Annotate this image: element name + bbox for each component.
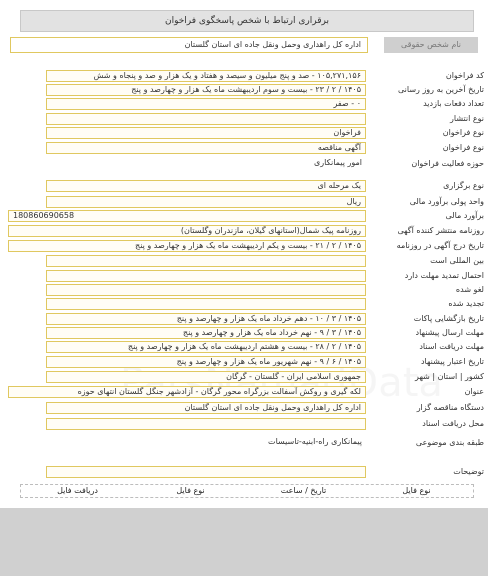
datetime-header: تاریخ / ساعت [280, 486, 327, 495]
row-label: عنوان [464, 387, 484, 396]
row-value: ۱۴۰۵ / ۲ / ۲۸ - بیست و هشتم اردیبهشت ماه یک هزار و چهارصد و پنج [46, 341, 366, 353]
detail-row [0, 240, 488, 252]
row-label: کشور | استان | شهر [415, 372, 484, 381]
row-value: روزنامه پیک شمال(استانهای گیلان، مازندران وگلستان) [8, 225, 366, 237]
row-value: ۰ - صفر [46, 98, 366, 110]
row-value [46, 255, 366, 267]
row-value: لکه گیری و روکش آسفالت بزرگراه محور گرگان - آزادشهر جنگل گلستان انتهای حوزه [8, 386, 366, 398]
row-value: یک مرحله ای [46, 180, 366, 192]
row-value [46, 418, 366, 430]
row-value: ۱۰۵,۲۷۱,۱۵۶ - صد و پنج میلیون و سیصد و هفتاد و یک هزار و صد و پنجاه و شش [46, 70, 366, 82]
row-label: برآورد مالی [445, 211, 484, 220]
row-label: بین المللی است [430, 256, 484, 265]
row-value: پیمانکاری راه-ابنیه-تاسیسات [268, 437, 362, 446]
detail-row [0, 225, 488, 237]
row-label: حوزه فعالیت فراخوان [411, 159, 484, 168]
file-type-header-2: نوع فایل [176, 486, 205, 495]
row-label: تاریخ بازگشایی پاکات [413, 314, 484, 323]
detail-row [0, 298, 488, 310]
detail-row [0, 356, 488, 368]
detail-row [0, 371, 488, 383]
row-label: مهلت دریافت اسناد [419, 342, 484, 351]
row-value: ۱۴۰۵ / ۳ / ۹ - نهم خرداد ماه یک هزار و چهارصد و پنج [46, 327, 366, 339]
row-value: ۱۴۰۵ / ۲ / ۲۳ - بیست و سوم اردیبهشت ماه یک هزار و چهارصد و پنج [46, 84, 366, 96]
detail-row [0, 313, 488, 325]
detail-row [0, 255, 488, 267]
row-label: نوع برگزاری [443, 181, 484, 190]
detail-row [0, 341, 488, 353]
detail-row [0, 437, 488, 449]
detail-row [0, 270, 488, 282]
detail-row [0, 196, 488, 208]
detail-row [0, 418, 488, 430]
row-value [46, 270, 366, 282]
row-value [46, 113, 366, 125]
detail-row [0, 70, 488, 82]
row-label: لغو شده [455, 285, 484, 294]
row-label: دستگاه مناقصه گزار [416, 403, 484, 412]
row-label: تعداد دفعات بازدید [423, 99, 484, 108]
row-label: تاریخ اعتبار پیشنهاد [420, 357, 484, 366]
row-value: ریال [46, 196, 366, 208]
row-value: اداره کل راهداری وحمل ونقل جاده ای استان گلستان [46, 402, 366, 414]
row-label: نوع انتشار [450, 114, 484, 123]
row-value: امور پیمانکاری [314, 158, 362, 167]
row-value: ۱۴۰۵ / ۲ / ۲۱ - بیست و یکم اردیبهشت ماه یک هزار و چهارصد و پنج [8, 240, 366, 252]
detail-row [0, 210, 488, 222]
row-label: توضیحات [453, 467, 484, 476]
detail-row [0, 98, 488, 110]
section-header: برقراری ارتباط با شخص پاسخگوی فراخوان [20, 10, 474, 32]
row-value [46, 298, 366, 310]
row-value: 180860690658 [8, 210, 366, 222]
download-file-header: دریافت فایل [57, 486, 98, 495]
detail-row [0, 113, 488, 125]
file-type-header: نوع فایل [402, 486, 431, 495]
row-label: طبقه بندی موضوعی [415, 438, 484, 447]
detail-row [0, 327, 488, 339]
detail-row [0, 466, 488, 478]
contact-label: نام شخص حقوقی [384, 37, 478, 53]
detail-row [0, 284, 488, 296]
contact-row [10, 37, 478, 53]
row-value [46, 284, 366, 296]
row-value: ۱۴۰۵ / ۳ / ۱۰ - دهم خرداد ماه یک هزار و چهارصد و پنج [46, 313, 366, 325]
row-value: آگهی مناقصه [46, 142, 366, 154]
row-label: نوع فراخوان [442, 128, 484, 137]
row-label: واحد پولی برآورد مالی [409, 197, 484, 206]
row-label: احتمال تمدید مهلت دارد [404, 271, 484, 280]
row-label: نوع فراخوان [442, 143, 484, 152]
detail-row [0, 180, 488, 192]
row-value [46, 466, 366, 478]
detail-row [0, 402, 488, 414]
row-label: روزنامه منتشر کننده آگهی [397, 226, 484, 235]
row-label: تاریخ آخرین به روز رسانی [398, 85, 484, 94]
row-label: محل دریافت اسناد [422, 419, 484, 428]
detail-row [0, 84, 488, 96]
row-label: مهلت ارسال پیشنهاد [415, 328, 484, 337]
row-value: فراخوان [46, 127, 366, 139]
row-label: کد فراخوان [445, 71, 484, 80]
row-value: جمهوری اسلامی ایران - گلستان - گرگان [46, 371, 366, 383]
detail-row [0, 158, 488, 170]
row-value: ۱۴۰۵ / ۶ / ۹ - نهم شهریور ماه یک هزار و چهارصد و پنج [46, 356, 366, 368]
contact-value: اداره کل راهداری وحمل ونقل جاده ای استان گلستان [10, 37, 368, 53]
page-bottom-area [0, 508, 488, 576]
detail-row [0, 142, 488, 154]
row-label: تجدید شده [448, 299, 484, 308]
row-label: تاریخ درج آگهی در روزنامه [396, 241, 484, 250]
files-table-header [20, 484, 474, 498]
detail-row [0, 386, 488, 398]
detail-row [0, 127, 488, 139]
